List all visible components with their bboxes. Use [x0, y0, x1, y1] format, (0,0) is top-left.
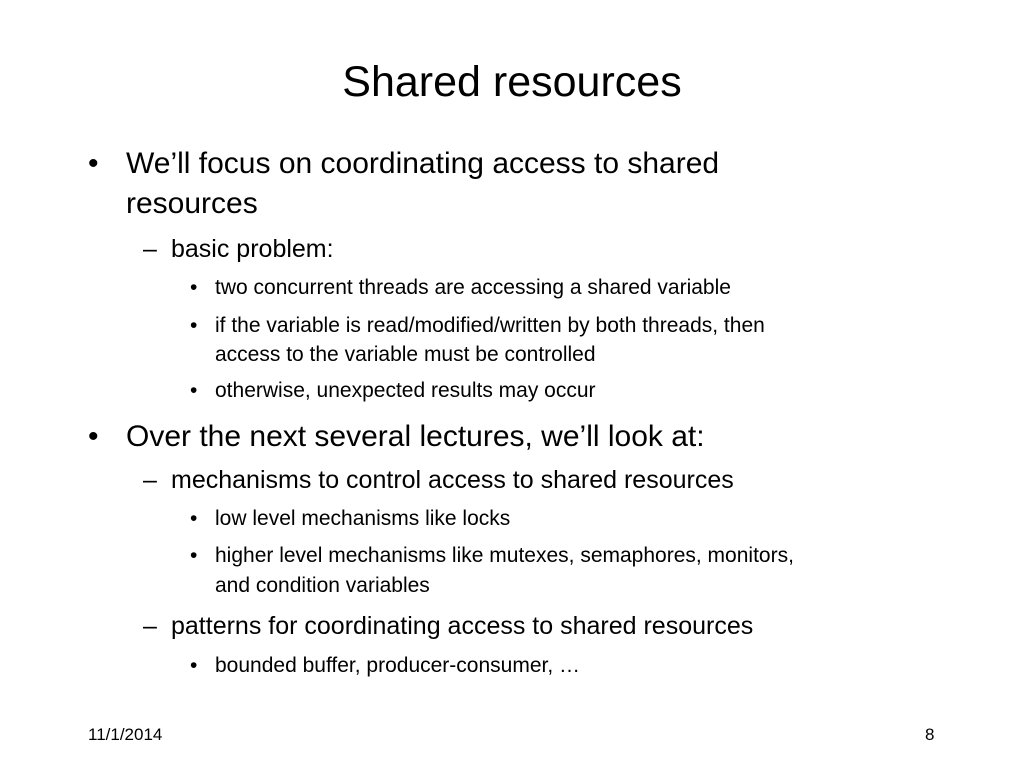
bullet-level3-marker: •	[190, 314, 198, 337]
bullet-level3-text: higher level mechanisms like mutexes, semaphores, monitors,	[215, 544, 794, 567]
bullet-level1-text: Over the next several lectures, we’ll look at:	[126, 420, 705, 453]
bullet-level3-marker: •	[190, 544, 198, 567]
bullet-level3-text: otherwise, unexpected results may occur	[215, 379, 596, 402]
bullet-level3-marker: •	[190, 507, 198, 530]
bullet-level3-marker: •	[190, 379, 198, 402]
bullet-level2-text: mechanisms to control access to shared resources	[171, 466, 734, 494]
bullet-level2-marker: –	[143, 466, 157, 494]
bullet-level3-text-continuation: access to the variable must be controlled	[215, 343, 596, 366]
bullet-level2-marker: –	[143, 235, 157, 263]
bullet-level1-text-continuation: resources	[126, 187, 258, 220]
bullet-level1-marker: •	[88, 147, 99, 180]
bullet-level2-marker: –	[143, 612, 157, 640]
bullet-level3-text-continuation: and condition variables	[215, 574, 430, 597]
bullet-level1-marker: •	[88, 420, 99, 453]
bullet-level2-text: basic problem:	[171, 235, 334, 263]
footer-page-number: 8	[925, 725, 935, 744]
bullet-level3-text: if the variable is read/modified/written by both threads, then	[215, 314, 765, 337]
slide-title: Shared resources	[342, 58, 682, 106]
footer-date: 11/1/2014	[88, 725, 163, 744]
bullet-level3-marker: •	[190, 276, 198, 299]
bullet-level3-marker: •	[190, 654, 198, 677]
bullet-level3-text: bounded buffer, producer-consumer, …	[215, 654, 581, 677]
bullet-level3-text: low level mechanisms like locks	[215, 507, 511, 530]
bullet-level1-text: We’ll focus on coordinating access to shared	[126, 147, 720, 180]
bullet-level2-text: patterns for coordinating access to shared resources	[171, 612, 754, 640]
bullet-level3-text: two concurrent threads are accessing a shared variable	[215, 276, 731, 299]
